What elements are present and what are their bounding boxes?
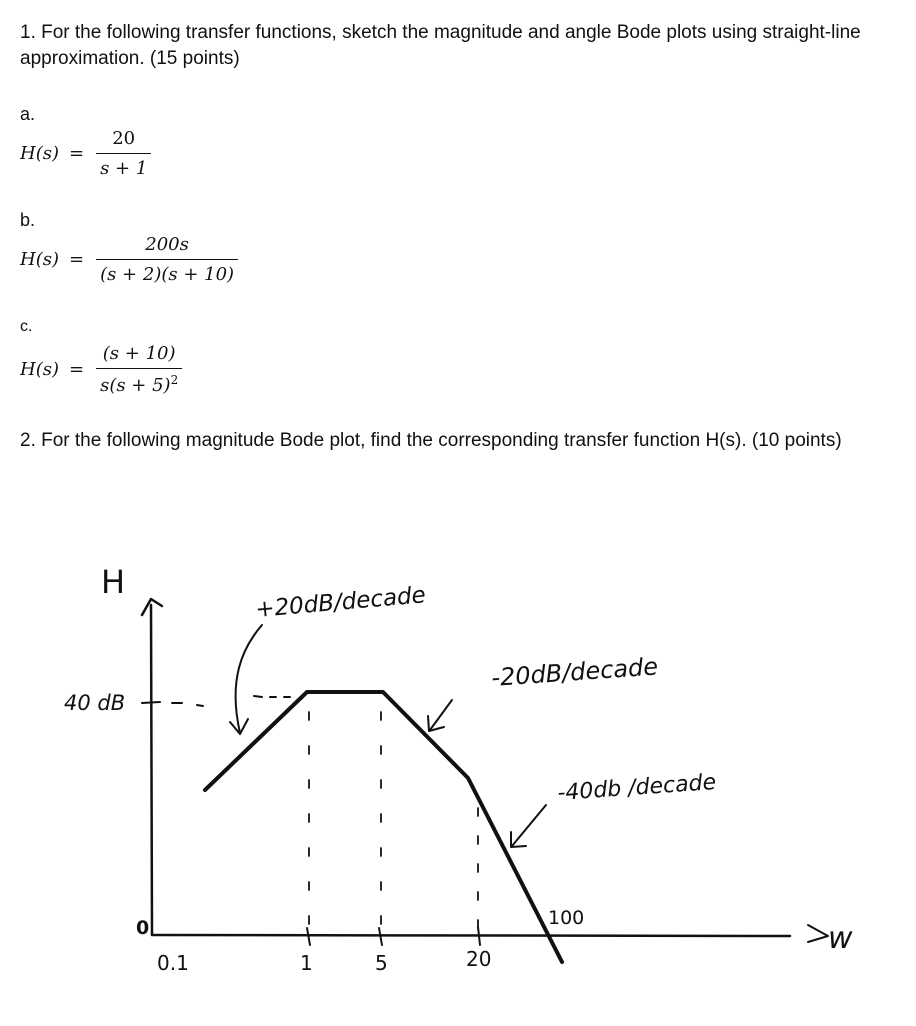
- denominator-b: (s + 2)(s + 10): [100, 264, 235, 285]
- denominator-a: s + 1: [100, 158, 148, 179]
- fall1-annotation-arrow: [430, 700, 452, 730]
- equation-a: [20, 128, 151, 179]
- part-a-label: a.: [20, 104, 36, 124]
- equation-c: [20, 343, 182, 396]
- x-tick-1: [307, 928, 310, 945]
- numerator-a: 20: [112, 128, 136, 149]
- y-tick-label: 40 dB: [64, 691, 126, 715]
- bode-magnitude-sketch: [0, 540, 916, 1026]
- denominator-c: [96, 369, 182, 396]
- rise-slope-annotation: +20dB/decade: [254, 582, 427, 623]
- y-axis-label: H: [101, 563, 126, 601]
- fraction-c: [96, 343, 182, 396]
- x-tick-label-0.1: 0.1: [157, 951, 189, 975]
- y-tick-40db: [142, 702, 160, 703]
- equals-sign: =: [68, 249, 85, 270]
- question-2-title: 2. For the following magnitude Bode plot, find the corresponding transfer function H(s). (10 points): [20, 430, 842, 451]
- equals-sign: =: [68, 143, 85, 164]
- numerator-c: (s + 10): [102, 343, 176, 364]
- equation-c-lhs: H(s): [20, 359, 59, 380]
- equation-a-lhs: H(s): [20, 143, 59, 164]
- reference-dash: [254, 696, 290, 697]
- equals-sign: =: [68, 359, 85, 380]
- fraction-a: [96, 128, 151, 179]
- part-b-label: b.: [20, 210, 36, 230]
- x-axis-label: w: [828, 921, 853, 956]
- x-tick-label-20: 20: [466, 947, 492, 971]
- magnitude-curve: [205, 692, 562, 962]
- x-tick-20: [478, 927, 480, 945]
- corner-100-label: 100: [548, 907, 585, 929]
- rise-annotation-arrow: [236, 625, 262, 733]
- fall2-annotation-arrow: [512, 805, 546, 846]
- x-axis: [152, 935, 790, 936]
- fraction-b: [96, 234, 238, 285]
- numerator-b: 200s: [145, 234, 189, 255]
- denominator-c-base: s(s + 5): [100, 375, 171, 396]
- reference-dash: [172, 703, 203, 706]
- equation-b-lhs: H(s): [20, 249, 59, 270]
- question-1-title: 1. For the following transfer functions, sketch the magnitude and angle Bode plots using straight-line approximation. (15 points): [20, 22, 861, 69]
- part-c-label: c.: [20, 318, 33, 335]
- fall2-slope-annotation: -40db /decade: [556, 769, 717, 806]
- zero-label: 0: [136, 917, 150, 939]
- equation-b: [20, 234, 238, 285]
- x-tick-label-5: 5: [375, 951, 388, 975]
- y-axis: [151, 605, 152, 935]
- x-tick-label-1: 1: [300, 951, 313, 975]
- denominator-c-exponent: 2: [170, 373, 179, 387]
- x-axis-arrowhead: [808, 925, 828, 942]
- fall1-slope-annotation: -20dB/decade: [490, 652, 659, 692]
